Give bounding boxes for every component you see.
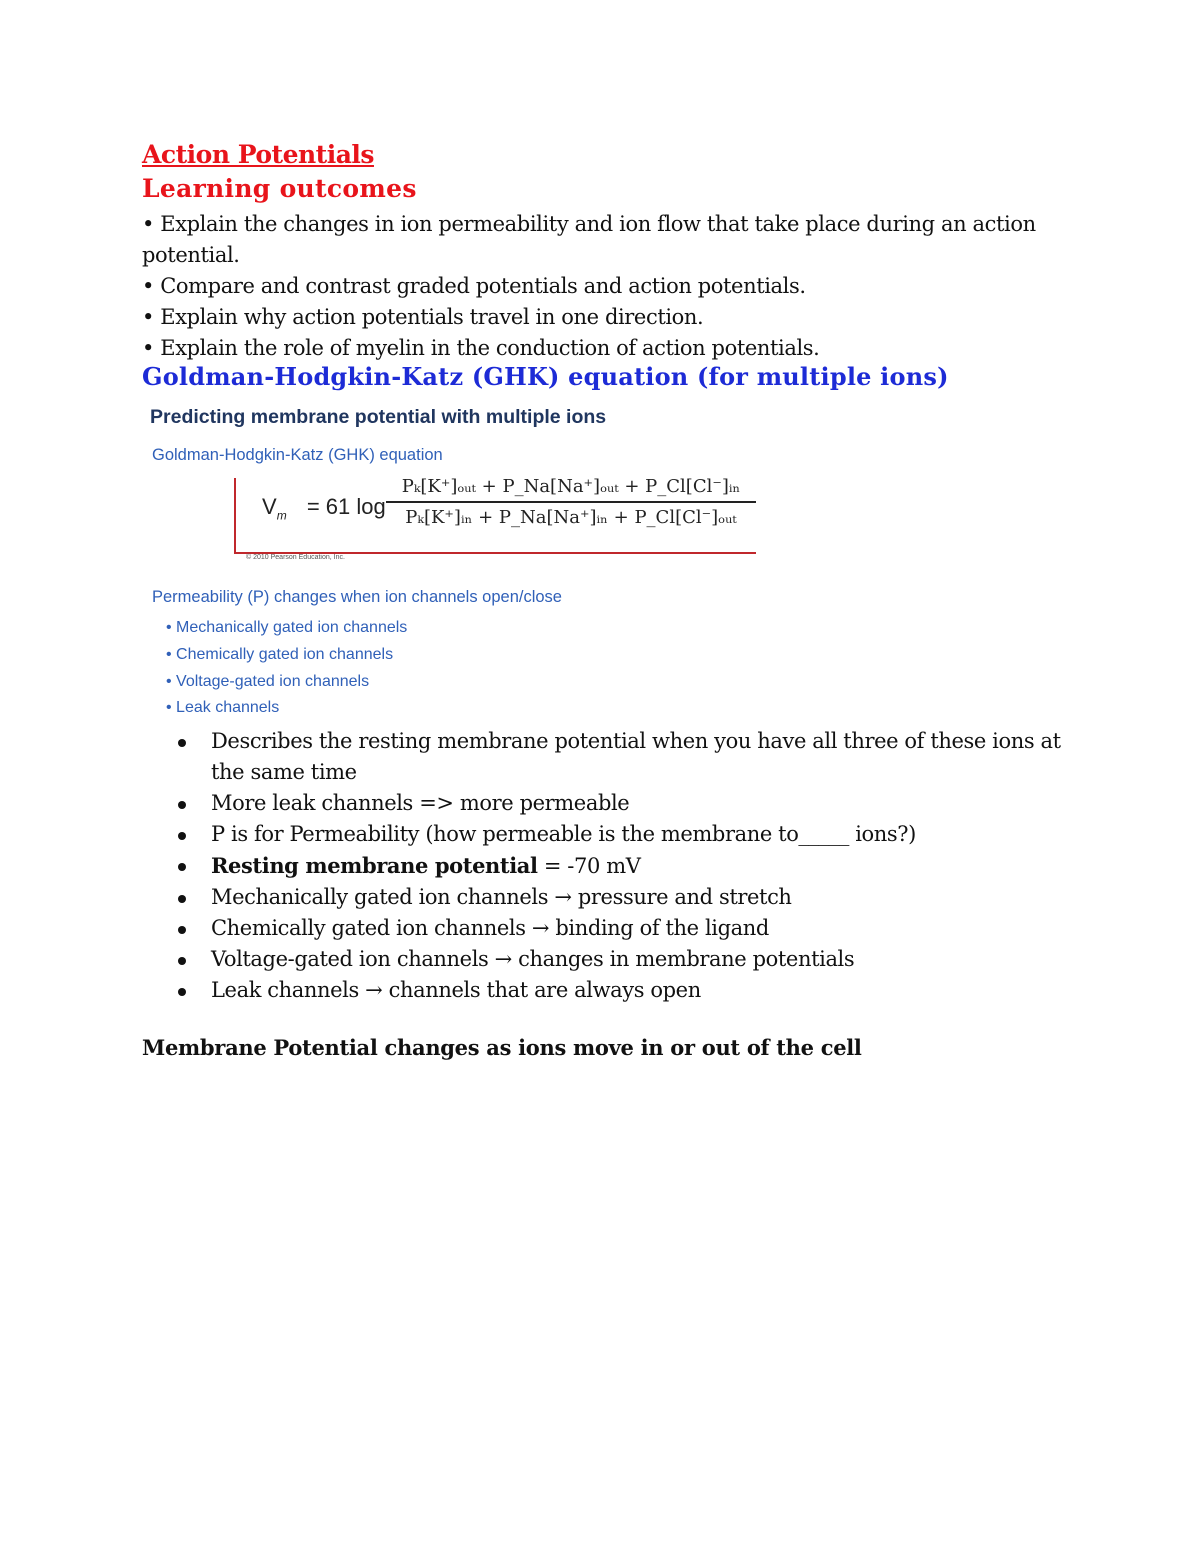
outcome-item: • Explain why action potentials travel in one direction. <box>142 305 704 329</box>
bullet-icon <box>178 895 186 903</box>
equation-v: V <box>262 494 277 519</box>
notes-list <box>170 726 1070 1006</box>
page-title: Action Potentials <box>142 140 374 169</box>
outcome-item: • Explain the role of myelin in the conduction of action potentials. <box>142 336 820 360</box>
bullet-icon <box>178 988 186 996</box>
equation-numerator: Pₖ[K⁺]ₒᵤₜ + P_Na[Na⁺]ₒᵤₜ + P_Cl[Cl⁻]ᵢₙ <box>401 476 741 497</box>
list-item <box>170 726 1070 788</box>
ghk-heading: Goldman-Hodgkin-Katz (GHK) equation (for multiple ions) <box>142 362 949 391</box>
list-item <box>170 882 1070 913</box>
note-text: Voltage-gated ion channels → changes in membrane potentials <box>211 947 855 971</box>
permeability-item: • Chemically gated ion channels <box>166 645 394 663</box>
note-text: = -70 mV <box>537 854 641 878</box>
equation-constant: = 61 log <box>306 494 386 519</box>
permeability-list <box>166 615 407 722</box>
equation-v-sub: m <box>276 508 287 523</box>
bullet-icon <box>178 957 186 965</box>
learning-outcomes-list <box>142 209 1062 364</box>
outcome-item: • Compare and contrast graded potentials and action potentials. <box>142 274 806 298</box>
membrane-potential-heading: Membrane Potential changes as ions move in or out of the cell <box>142 1035 862 1060</box>
note-text: More leak channels => more permeable <box>211 791 630 815</box>
permeability-item: • Leak channels <box>166 699 280 717</box>
list-item <box>170 819 1070 850</box>
equation-denominator: Pₖ[K⁺]ᵢₙ + P_Na[Na⁺]ᵢₙ + P_Cl[Cl⁻]ₒᵤₜ <box>405 506 737 528</box>
slide-title: Predicting membrane potential with multiple ions <box>150 406 607 428</box>
note-text: Leak channels → channels that are always open <box>211 978 701 1002</box>
bullet-icon <box>178 863 186 871</box>
list-item <box>170 944 1070 975</box>
note-text: P is for Permeability (how permeable is the membrane to_____ ions?) <box>211 822 916 846</box>
equation-fraction <box>386 476 756 528</box>
list-item <box>170 788 1070 819</box>
note-text: Mechanically gated ion channels → pressure and stretch <box>211 885 792 909</box>
copyright-text: © 2010 Pearson Education, Inc. <box>246 554 345 561</box>
outcome-item: • Explain the changes in ion permeability and ion flow that take place during an action potential. <box>142 212 1036 267</box>
fraction-bar <box>386 501 756 503</box>
note-text: Describes the resting membrane potential when you have all three of these ions at the same time <box>211 729 1061 784</box>
ghk-slide-image <box>150 404 770 724</box>
equation-lhs <box>262 494 386 522</box>
list-item <box>170 975 1070 1006</box>
bullet-icon <box>178 832 186 840</box>
bullet-icon <box>178 739 186 747</box>
note-text: Chemically gated ion channels → binding of the ligand <box>211 916 769 940</box>
list-item <box>170 913 1070 944</box>
permeability-heading: Permeability (P) changes when ion channels open/close <box>152 588 562 606</box>
list-item <box>170 850 1070 882</box>
bullet-icon <box>178 801 186 809</box>
slide-subtitle: Goldman-Hodgkin-Katz (GHK) equation <box>152 446 443 464</box>
bullet-icon <box>178 926 186 934</box>
permeability-item: • Mechanically gated ion channels <box>166 619 408 636</box>
learning-outcomes-heading: Learning outcomes <box>142 174 417 203</box>
permeability-item: • Voltage-gated ion channels <box>166 672 370 690</box>
note-bold-text: Resting membrane potential <box>211 853 538 878</box>
